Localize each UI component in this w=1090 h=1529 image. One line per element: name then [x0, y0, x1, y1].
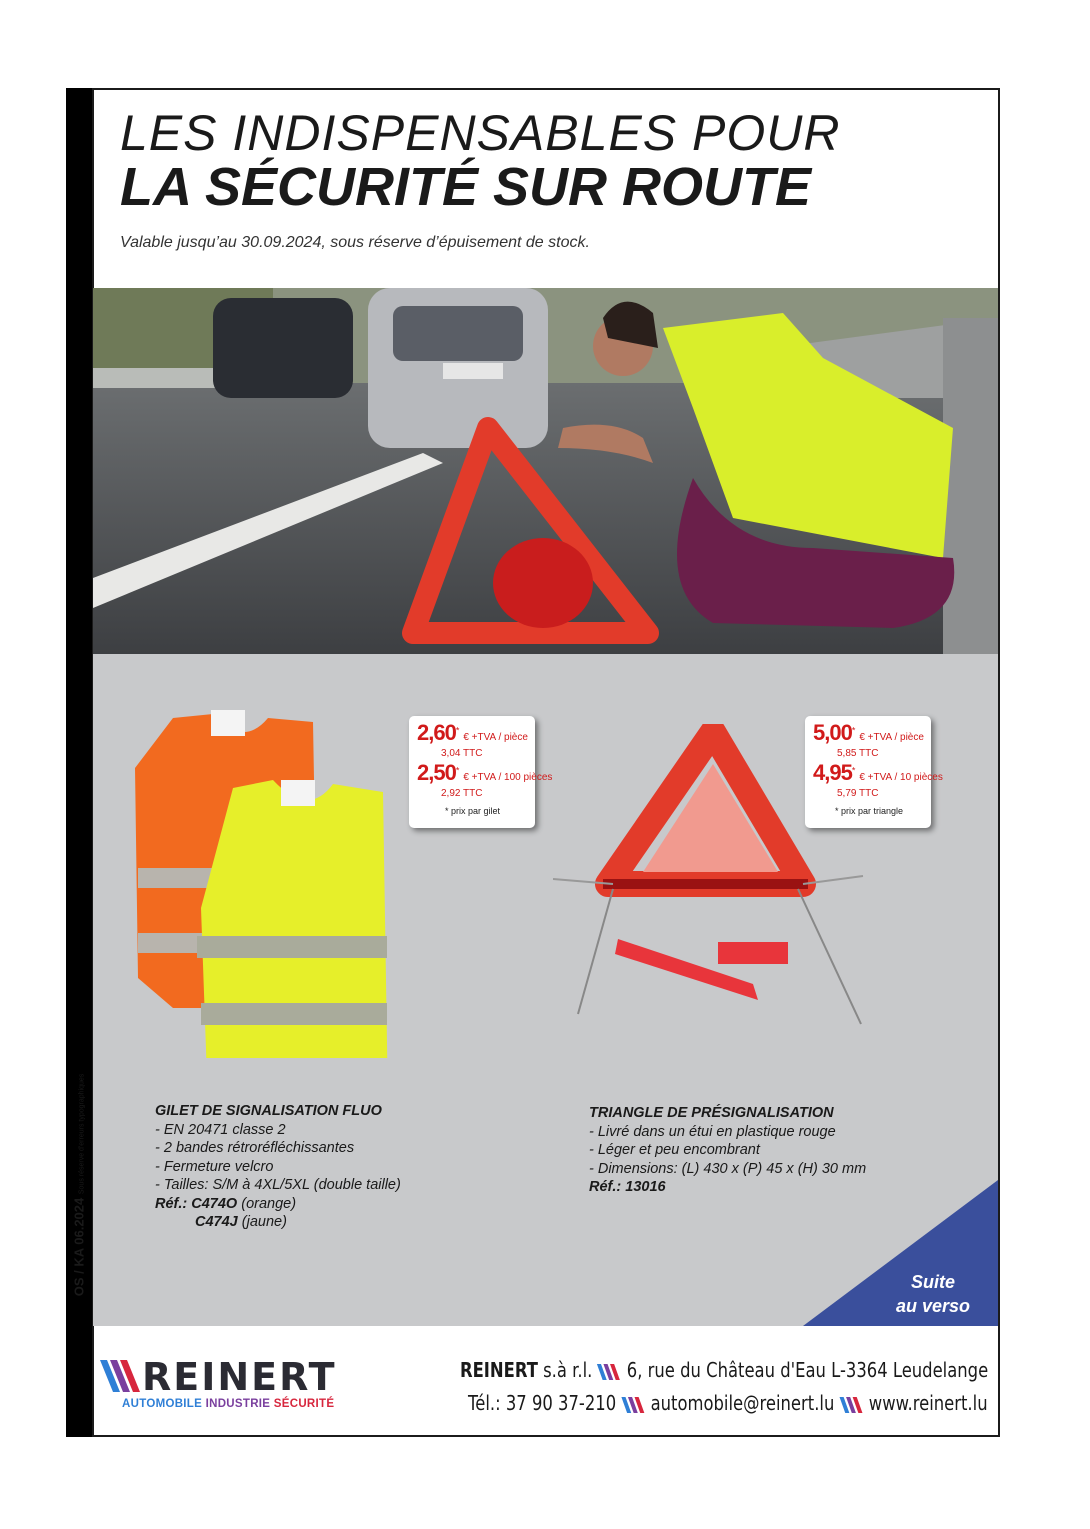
triangle-price-2: 4,95 [813, 760, 852, 785]
vest-price-1: 2,60 [417, 720, 456, 745]
triangle-feature-3: - Dimensions: (L) 430 x (P) 45 x (H) 30 mm [589, 1160, 867, 1177]
triangle-title: TRIANGLE DE PRÉSIGNALISATION [589, 1105, 834, 1121]
footer-contact-line [468, 1391, 988, 1415]
triangle-price-2-unit: € +TVA / 10 pièces [859, 772, 943, 783]
vest-price-1-ttc: 3,04 TTC [441, 748, 483, 759]
hero-photo [93, 288, 998, 654]
triangle-price-2-ttc: 5,79 TTC [837, 788, 879, 799]
vest-ref-2: C474J (jaune) [195, 1214, 287, 1230]
vest-feature-4: - Tailles: S/M à 4XL/5XL (double taille) [155, 1177, 401, 1193]
vest-price-2: 2,50 [417, 760, 456, 785]
stripes-icon [597, 1364, 622, 1380]
vest-price-1-unit: € +TVA / pièce [463, 732, 528, 743]
triangle-feature-2: - Léger et peu encombrant [589, 1142, 760, 1158]
reinert-logo [100, 1356, 350, 1396]
sidebar-code: OS / KA 06.2024 Sous réserve d'erreurs typographiques [71, 1073, 87, 1297]
vest-ref-1: Réf.: C474O (orange) [155, 1195, 297, 1212]
footer-email-link[interactable]: automobile@reinert.lu [650, 1391, 835, 1415]
suite-au-verso-link[interactable]: Suite au verso [895, 1272, 971, 1316]
vest-price-2-unit: € +TVA / 100 pièces [463, 772, 553, 783]
vest-illustration [133, 708, 398, 1058]
footer [92, 1340, 998, 1435]
vest-price-note: * prix par gilet [445, 806, 501, 816]
triangle-price-1: 5,00 [813, 720, 852, 745]
triangle-price-1-unit: € +TVA / pièce [859, 732, 924, 743]
vest-description [155, 1102, 401, 1232]
footer-phone: Tél.: 37 90 37-210 [468, 1391, 617, 1415]
validity-note: Valable jusqu’au 30.09.2024, sous réserve d’épuisement de stock. [120, 234, 590, 251]
vest-feature-1: - EN 20471 classe 2 [155, 1121, 286, 1138]
stripes-icon [621, 1397, 646, 1413]
triangle-price-1-ttc: 5,85 TTC [837, 748, 879, 759]
triangle-price-card: 5,00*€ +TVA / pièce 5,85 TTC 4,95*€ +TVA / 10 pièces 5,79 TTC * prix par triangle [805, 716, 931, 828]
vest-feature-3: - Fermeture velcro [155, 1158, 274, 1175]
stripes-icon [840, 1397, 865, 1413]
triangle-feature-1: - Livré dans un étui en plastique rouge [589, 1123, 836, 1140]
svg-text:REINERT: REINERT [142, 1356, 337, 1396]
triangle-price-note: * prix par triangle [835, 806, 904, 816]
title-line-1: LES INDISPENSABLES POUR [120, 105, 841, 161]
logo-tagline: AUTOMOBILE INDUSTRIE SÉCURITÉ [122, 1398, 335, 1410]
header [92, 88, 998, 288]
footer-address-line: REINERT s.à r.l. 6, rue du Château d'Eau L-3364 Leudelange [459, 1358, 988, 1382]
hero-photo-illustration [93, 288, 998, 654]
footer-website-link[interactable]: www.reinert.lu [869, 1391, 988, 1415]
products-section [93, 654, 998, 1326]
vest-feature-2: - 2 bandes rétroréfléchissantes [155, 1140, 355, 1156]
vest-price-card: 2,60*€ +TVA / pièce 3,04 TTC 2,50*€ +TVA / 100 pièces 2,92 TTC * prix par gilet [409, 716, 535, 828]
title-line-2: LA SÉCURITÉ SUR ROUTE [120, 157, 812, 217]
triangle-ref: Réf.: 13016 [589, 1179, 666, 1195]
vest-price-2-ttc: 2,92 TTC [441, 788, 483, 799]
vest-title: GILET DE SIGNALISATION FLUO [155, 1103, 382, 1119]
